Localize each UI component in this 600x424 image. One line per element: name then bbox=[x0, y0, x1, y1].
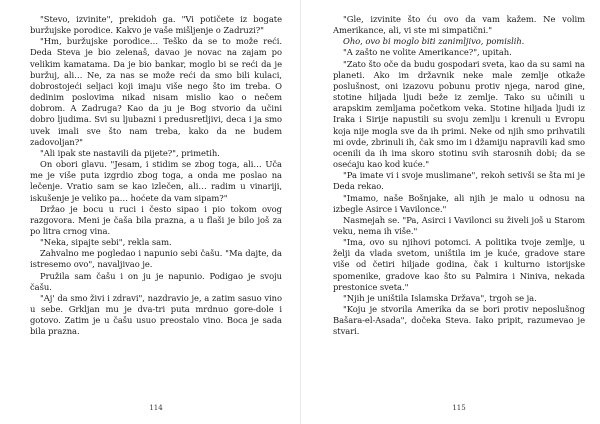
right-page-body bbox=[333, 14, 585, 338]
right-page bbox=[333, 14, 585, 424]
paragraph: "Hm, buržujske porodice… Teško da se to može reći. Deda Steva je bio zelenaš, davao je novac na zajam po velikim kamatama. Da je bio bankar, moglo bi se reći da je buržuj, ali… Ne, za nas se može reći da smo bili kulaci, dobrostojeći seljaci koji imaju više nego što im treba. O dedinim poslovima nikad nisam mislio kao o nečem dobrom. A Zadruga? Kao da ju je Bog stvorio da učini dobro ljudima. Svi su ljubazni i predusretljivi, deca i ja smo uvek imali sve što nam treba, kako da ne budem zadovoljan?" bbox=[30, 36, 282, 147]
paragraph: "Ima, ovo su njihovi potomci. A politika tvoje zemlje, u želji da vlada svetom, uništila im je kuće, gradove stare više od četiri hiljade godina, čak i kulturno istorijske spomenike, gradove kao što su Palmira i Ninivа, nekada prestonice sveta." bbox=[333, 237, 585, 292]
paragraph: "Stevo, izvinite", prekidoh ga. "Vi potičete iz bogate buržujske porodice. Kakvo je vaše mišljenje o Zadruzi?" bbox=[30, 14, 282, 36]
page-number-left: 114 bbox=[149, 404, 163, 412]
page-gutter bbox=[300, 0, 301, 424]
paragraph: "Pa imate vi i svoje muslimane", rekoh setivši se šta mi je Deda rekao. bbox=[333, 170, 585, 192]
paragraph: "Zato što oče da budu gospodari sveta, kao da su sami na planeti. Ako im državnik neke male zemlje otkaže poslušnost, oni izazovu pobunu protiv njega, narod gine, stotine hiljada ljudi beže iz zemlje. Tako su učinili u arapskim zemljama početkom veka. Stotine hiljada ljudi iz Iraka i Sirije napustili su svoju zemlju i krenuli u Evropu koja nije mogla sve da ih primi. Neke od njih smo prihvatili mi ovde, zbrinuli ih, čak smo im i džamiju napravili kad smo ocenili da ih ima skoro stotinu svih starosnih dobi; da se osećaju kao kod kuće." bbox=[333, 58, 585, 170]
paragraph: "Imamo, naše Bošnjake, ali njih je malo u odnosu na izbegle Asirce i Vavilonce." bbox=[333, 192, 585, 214]
paragraph: "Gle, izvinite što ću ovo da vam kažem. Ne volim Amerikance, ali, vi ste mi simpatični." bbox=[333, 14, 585, 36]
page-number-right: 115 bbox=[452, 404, 466, 412]
left-page bbox=[30, 14, 282, 424]
paragraph: "Aj' da smo živi i zdravi", nazdravio je, a zatim sasuo vino u sebe. Grkljan mu je dva-tri puta mrdnuo gore-dole i gotovo. Zatim je u čašu usuo preostalo vino. Boca je sada bila prazna. bbox=[30, 292, 282, 337]
paragraph: "Ali ipak ste nastavili da pijete?", primetih. bbox=[40, 147, 220, 158]
paragraph: On obori glavu. "Jesam, i stidim se zbog toga, ali… Uča me je više puta izgrdio zbog toga, a onda me poslao na lečenje. Vratio sam se kao izlečen, ali… radim u vinariji, iskušenje je veliko pa… hoćete da vam sipam?" bbox=[30, 159, 282, 203]
paragraph: Držao je bocu u ruci i često sipao i pio tokom ovog razgovora. Meni je čaša bila prazna, a u flaši je bilo još za po litra crnog vina. bbox=[30, 203, 282, 236]
paragraph: "A zašto ne volite Amerikance?", upitah. bbox=[343, 47, 512, 58]
paragraph: Nasmejah se. "Pa, Asirci i Vavilonci su živeli još u Starom veku, nema ih više." bbox=[333, 214, 585, 236]
paragraph: "Neka, sipajte sebi", rekla sam. bbox=[40, 237, 172, 248]
paragraph: "Njih je uništila Islamska Država", trgoh se ja. bbox=[343, 292, 537, 303]
paragraph: Oho, ovo bi moglo biti zanimljivo, pomislih. bbox=[343, 36, 525, 47]
paragraph: Zahvalno me pogledao i napunio sebi čašu. "Ma dajte, da istresemo ovo", navaljivao je. bbox=[30, 248, 282, 270]
paragraph: Pružila sam čašu i on ju je napunio. Podigao je svoju čašu. bbox=[30, 270, 282, 292]
paragraph: "Koju je stvorila Amerika da se bori protiv neposlušnog Bašara-el-Asada", dočeka Steva. Iako pripit, razumevao je stvari. bbox=[333, 304, 585, 337]
left-page-body bbox=[30, 14, 282, 338]
